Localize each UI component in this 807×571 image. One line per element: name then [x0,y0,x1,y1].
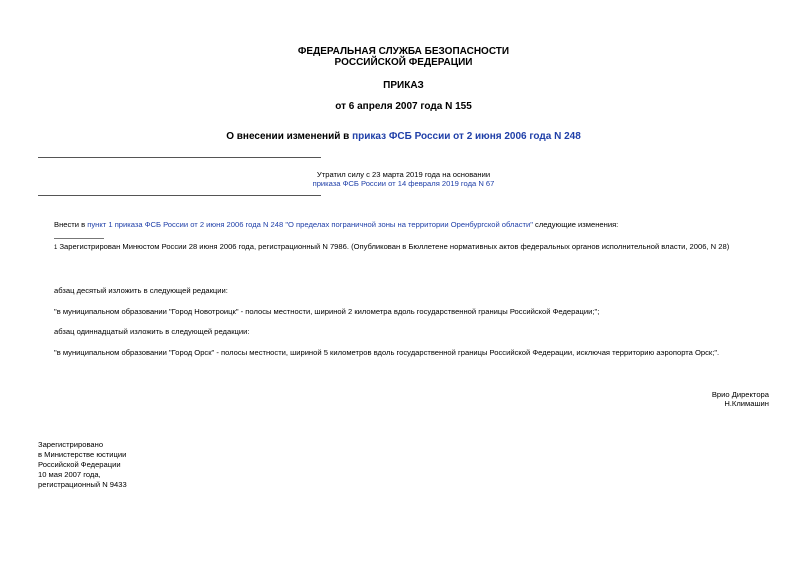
paragraph-2: "в муниципальном образовании "Город Новотроицк" - полосы местности, шириной 2 километра вдоль государственной границы Российской Федерации;"; [54,307,600,316]
document-date-number: от 6 апреля 2007 года N 155 [335,101,472,112]
repealing-order-link[interactable]: приказа ФСБ России от 14 февраля 2019 года N 67 [312,179,495,188]
paragraph-1: абзац десятый изложить в следующей редакции: [54,286,228,295]
amended-clause-link[interactable]: пункт 1 приказа ФСБ России от 2 июня 2006 года N 248 "О пределах пограничной зоны на территории Оренбургской области" [87,220,533,229]
registration-block [38,440,127,490]
footnote [54,242,729,253]
title-prefix: О внесении изменений в [226,131,353,142]
divider-bottom [38,195,321,196]
status-note [0,170,807,188]
footnote-marker: 1 [54,245,58,251]
signatory-name: Н.Климашин [724,399,769,408]
agency-name-line-2: РОССИЙСКОЙ ФЕДЕРАЦИИ [334,57,473,68]
signature-block [712,390,769,408]
intro-suffix: следующие изменения: [532,220,619,229]
agency-name-line-1: ФЕДЕРАЛЬНАЯ СЛУЖБА БЕЗОПАСНОСТИ [297,46,510,57]
document-title [0,131,807,142]
amended-order-link[interactable]: приказ ФСБ России от 2 июня 2006 года N 248 [352,131,581,142]
footnote-text: Зарегистрирован Минюстом России 28 июня 2006 года, регистрационный N 7986. (Опубликован в Бюллетене нормативных актов федеральных органов исполнительной власти, 2006, N 28) [57,242,730,251]
signatory-position: Врио Директора [711,390,769,399]
agency-name [0,46,807,68]
paragraph-3: абзац одиннадцатый изложить в следующей редакции: [54,327,250,336]
paragraph-4: "в муниципальном образовании "Город Орск" - полосы местности, шириной 5 километров вдоль государственной границы Российской Федерации, исключая территорию аэропорта Орск;". [54,348,720,357]
intro-prefix: Внести в [54,220,88,229]
divider-top [38,157,321,158]
registration-line: 10 мая 2007 года, [38,470,101,479]
status-note-text: Утратил силу с 23 марта 2019 года на основании [316,170,491,179]
intro-paragraph [54,220,618,229]
registration-line: регистрационный N 9433 [38,480,127,489]
registration-line: Зарегистрировано [38,440,104,449]
registration-line: Российской Федерации [38,460,121,469]
registration-line: в Министерстве юстиции [38,450,127,459]
document-type: ПРИКАЗ [383,80,424,91]
footnote-divider [54,238,104,239]
